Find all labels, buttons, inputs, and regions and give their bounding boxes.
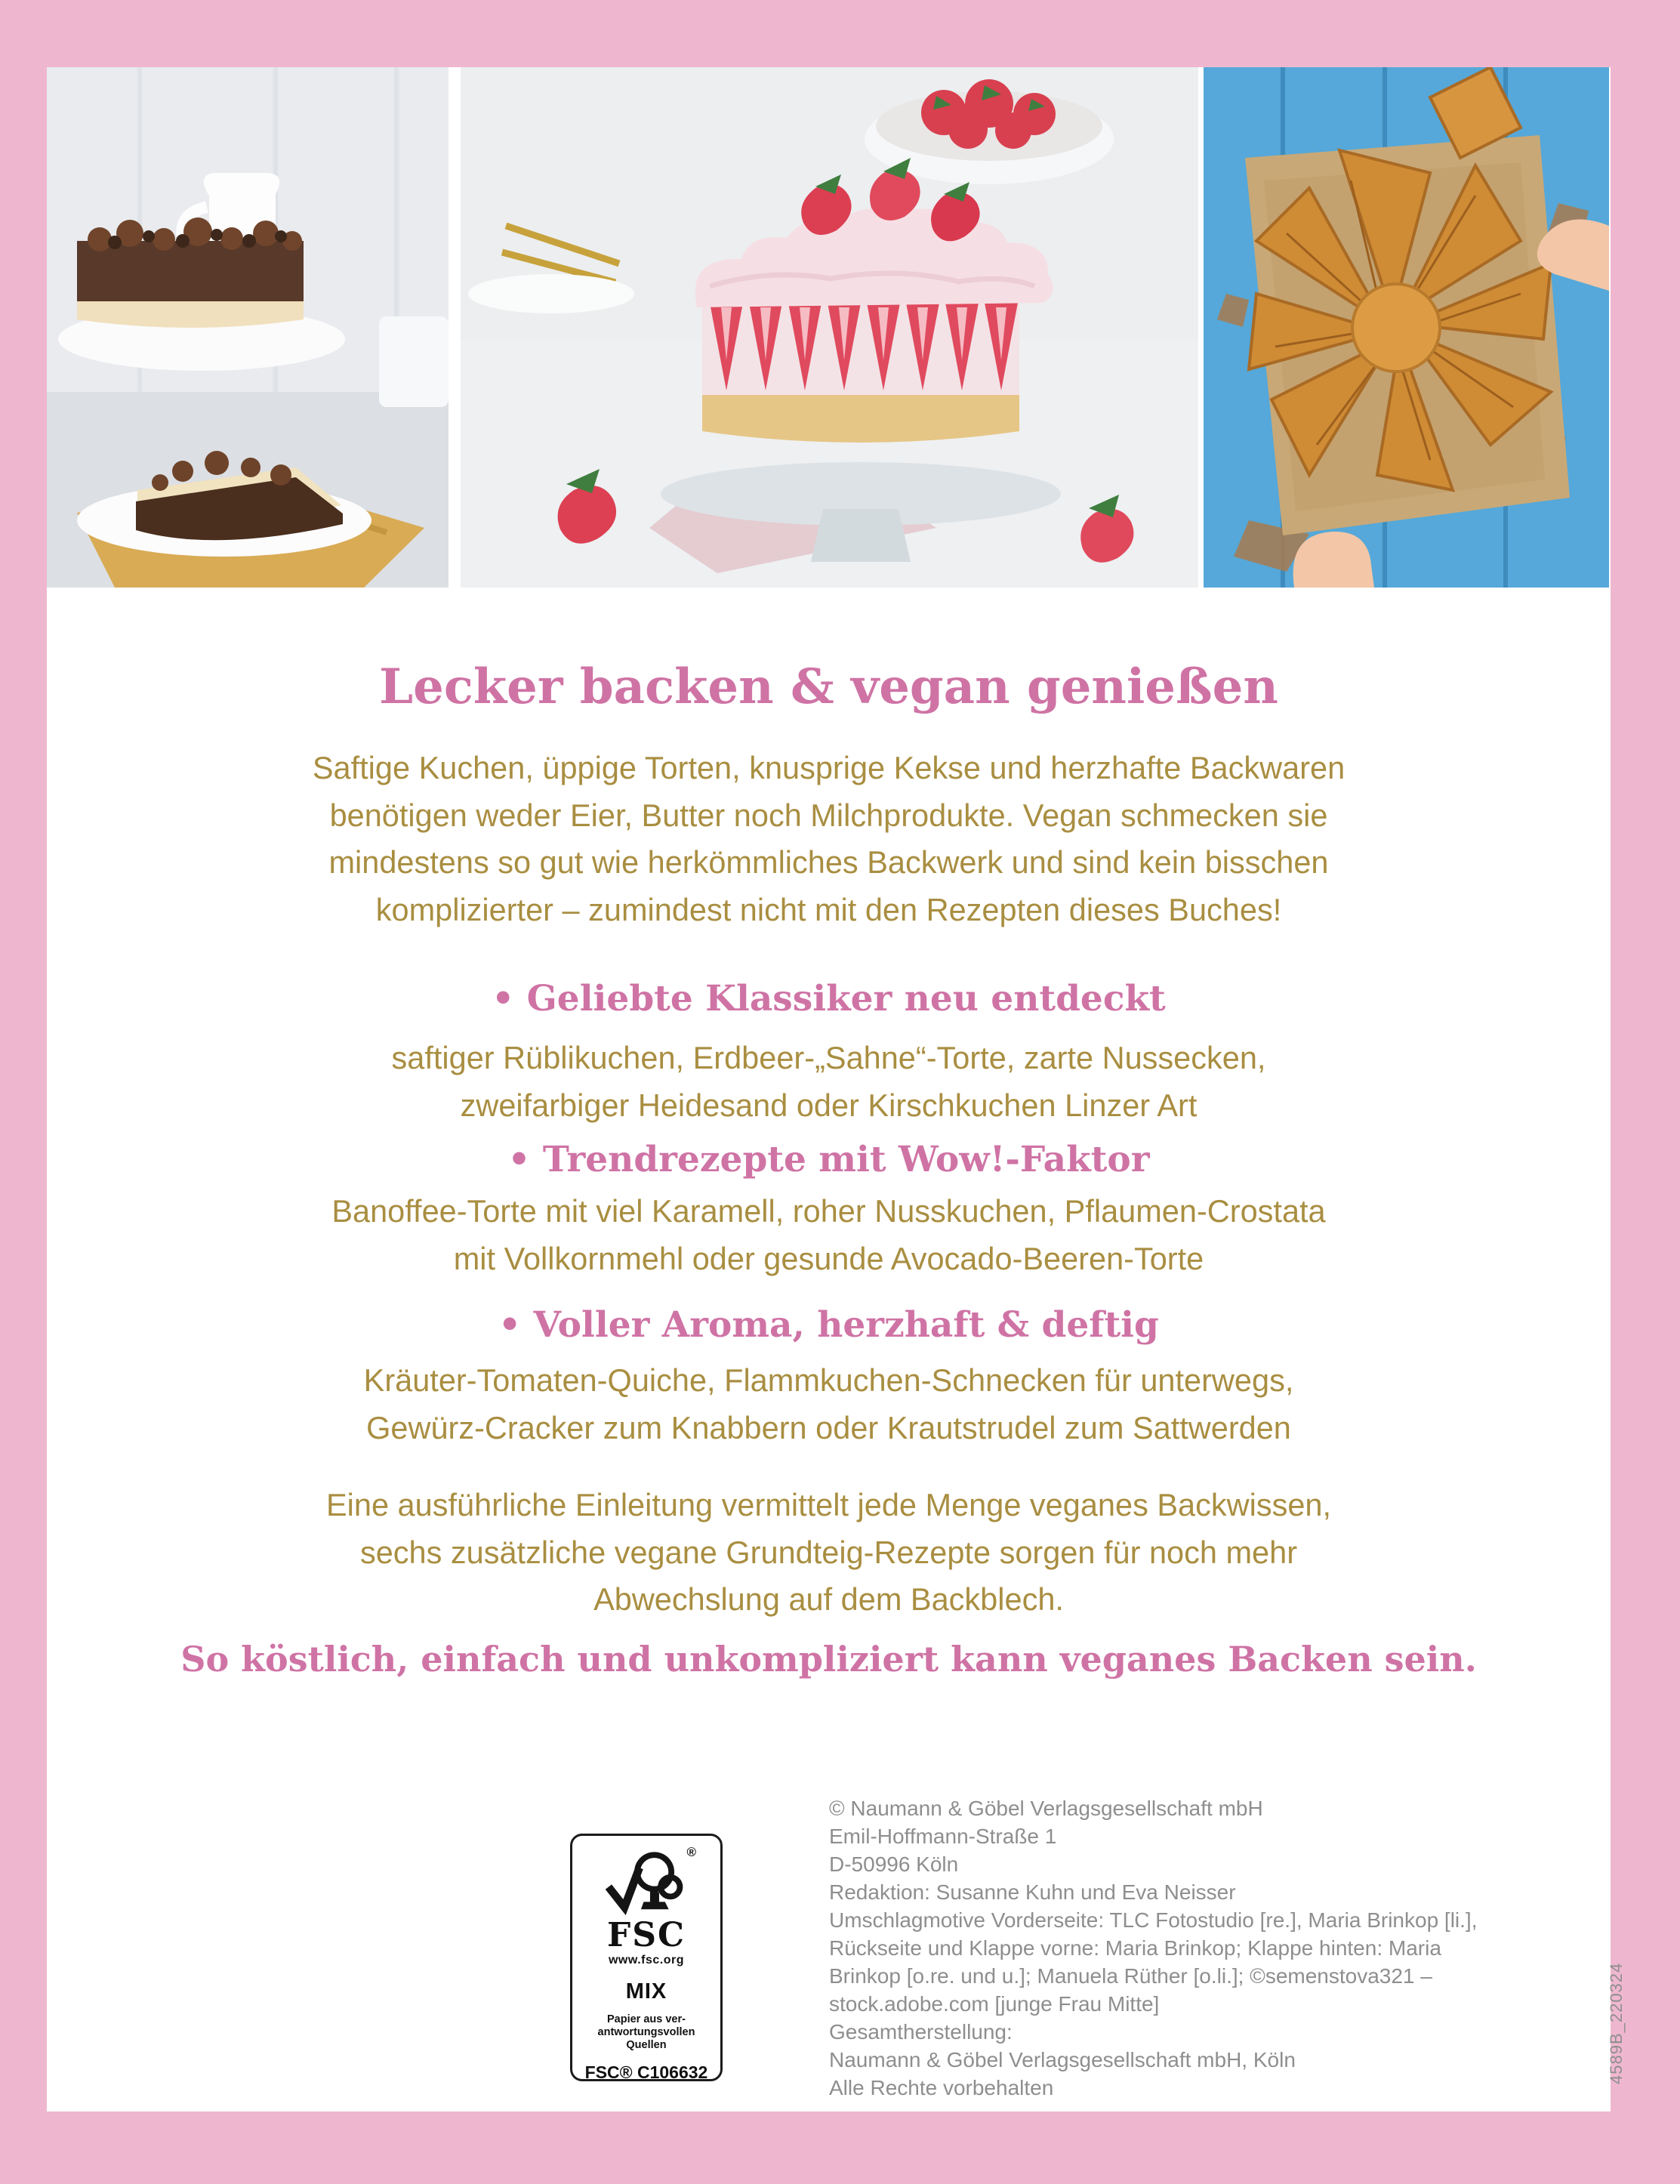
closing-line: So köstlich, einfach und unkompliziert kann veganes Backen sein. — [180, 1639, 1477, 1680]
imprint-line: Gesamtherstellung: — [829, 2020, 1013, 2044]
imprint-block — [829, 1794, 1509, 2102]
fsc-grade: MIX — [625, 1979, 667, 2004]
fsc-claim-line: antwortungsvollen — [597, 2026, 695, 2038]
intro-line: mindestens so gut wie herkömmliches Backwerk und sind kein bisschen — [328, 844, 1329, 880]
photo-strawberry-cream-cake — [461, 67, 1198, 588]
section-line: mit Vollkornmehl oder gesunde Avocado-Beeren-Torte — [453, 1240, 1204, 1276]
fsc-label — [570, 1834, 723, 2081]
section-heading-label: Voller Aroma, herzhaft & deftig — [521, 1304, 1159, 1346]
intro-line: komplizierter – zumindest nicht mit den Rezepten dieses Buches! — [375, 891, 1282, 927]
fsc-wordmark: FSC — [606, 1916, 686, 1954]
imprint-line: Brinkop [o.re. und u.]; Manuela Rüther [o.li.]; ©semenstova321 – — [829, 1964, 1432, 1988]
section-line: Banoffee-Torte mit viel Karamell, roher Nusskuchen, Pflaumen-Crostata — [331, 1193, 1326, 1229]
imprint-line: D-50996 Köln — [829, 1852, 959, 1876]
intro-line: benötigen weder Eier, Butter noch Milchprodukte. Vegan schmecken sie — [329, 797, 1328, 833]
outro-paragraph — [47, 1482, 1611, 1624]
fsc-registered-mark: ® — [686, 1845, 696, 1859]
section-body-klassiker — [47, 1035, 1611, 1129]
section-line: zweifarbiger Heidesand oder Kirschkuchen Linzer Art — [460, 1087, 1198, 1123]
imprint-line: © Naumann & Göbel Verlagsgesellschaft mbH — [829, 1797, 1263, 1820]
fsc-claim-line: Papier aus ver- — [607, 2013, 686, 2025]
fsc-url: www.fsc.org — [608, 1954, 685, 1967]
photo-star-bread-on-blue-table — [1204, 67, 1609, 588]
section-line: saftiger Rüblikuchen, Erdbeer-„Sahne“-Torte, zarte Nussecken, — [391, 1040, 1266, 1075]
bullet-icon: • — [507, 1139, 531, 1180]
outro-line: sechs zusätzliche vegane Grundteig-Rezepte sorgen für noch mehr — [359, 1534, 1298, 1570]
section-heading-aroma — [47, 1304, 1611, 1346]
imprint-line: Alle Rechte vorbehalten — [829, 2076, 1054, 2099]
section-body-trendrezepte — [47, 1188, 1611, 1282]
outro-line: Abwechslung auf dem Backblech. — [593, 1581, 1064, 1617]
cover-title: Lecker backen & vegan genießen — [379, 659, 1278, 715]
imprint-line: Umschlagmotive Vorderseite: TLC Fotostudio [re.], Maria Brinkop [li.], — [829, 1908, 1478, 1932]
imprint-line: Redaktion: Susanne Kuhn und Eva Neisser — [829, 1880, 1236, 1904]
photo-crumb-cheesecake — [47, 67, 449, 588]
outro-line: Eine ausführliche Einleitung vermittelt jede Menge veganes Backwissen, — [325, 1487, 1332, 1522]
fsc-claim-line: Quellen — [626, 2039, 667, 2051]
section-line: Gewürz-Cracker zum Knabbern oder Krautstrudel zum Sattwerden — [366, 1409, 1291, 1445]
photo-crumb-cheesecake-art — [47, 67, 449, 588]
cover-content-panel — [47, 67, 1626, 2112]
fsc-license-code: FSC® C106632 — [584, 2062, 708, 2082]
fsc-claim — [572, 2013, 720, 2052]
imprint-line: Emil-Hoffmann-Straße 1 — [829, 1825, 1057, 1848]
imprint-line: stock.adobe.com [junge Frau Mitte] — [829, 1992, 1160, 2016]
fsc-tree-logo-icon — [601, 1845, 696, 1919]
imprint-line: Naumann & Göbel Verlagsgesellschaft mbH, Köln — [829, 2048, 1296, 2071]
photo-star-bread-art — [1204, 67, 1609, 588]
bullet-icon: • — [492, 978, 515, 1020]
imprint-line: Rückseite und Klappe vorne: Maria Brinkop; Klappe hinten: Maria — [829, 1936, 1441, 1960]
print-code: 4589B_220324 — [1607, 1962, 1626, 2084]
section-line: Kräuter-Tomaten-Quiche, Flammkuchen-Schnecken für unterwegs, — [363, 1362, 1294, 1398]
intro-line: Saftige Kuchen, üppige Torten, knusprige Kekse und herzhafte Backwaren — [312, 750, 1346, 785]
bullet-icon: • — [498, 1304, 522, 1346]
intro-paragraph — [47, 745, 1611, 933]
section-heading-klassiker — [47, 978, 1611, 1020]
section-heading-label: Geliebte Klassiker neu entdeckt — [514, 978, 1166, 1020]
section-heading-trendrezepte — [47, 1139, 1611, 1181]
photo-strawberry-cream-cake-art — [461, 67, 1198, 588]
section-body-aroma — [47, 1357, 1611, 1451]
section-heading-label: Trendrezepte mit Wow!-Faktor — [530, 1139, 1150, 1180]
